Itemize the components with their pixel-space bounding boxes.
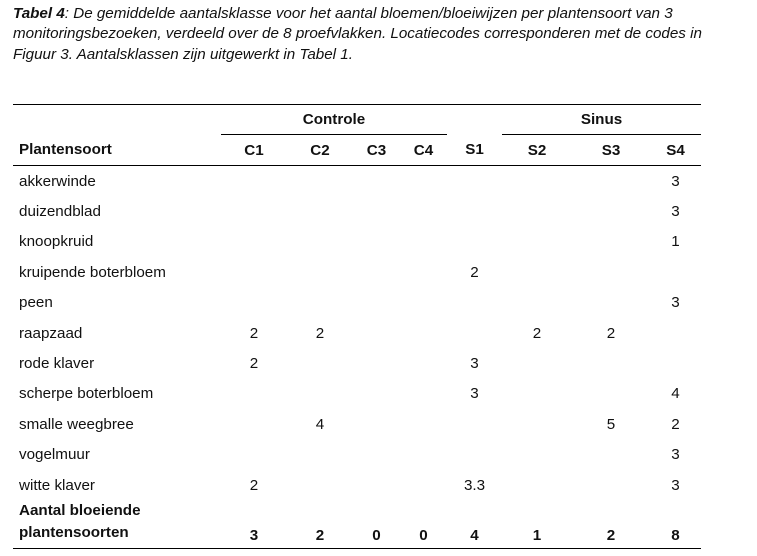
cell-c1 — [221, 440, 287, 470]
cell-s4: 4 — [671, 385, 680, 403]
species-name: raapzaad — [19, 324, 83, 342]
cell-c4 — [400, 227, 447, 257]
table-row — [13, 470, 701, 500]
table-row — [13, 318, 701, 348]
cell-s2: 2 — [532, 324, 542, 342]
table-row — [13, 166, 701, 197]
cell-s3 — [572, 379, 650, 409]
header-s1: S1 — [447, 135, 502, 166]
cell-c1 — [221, 166, 287, 197]
cell-c2 — [287, 166, 353, 197]
cell-s1: 3.3 — [463, 476, 486, 494]
cell-c2: 4 — [315, 415, 325, 433]
caption-text: : De gemiddelde aantalsklasse voor het aantal bloemen/bloeiwijzen per plantensoort van 3 monitoringsbezoeken, verdeeld over de 8 proefvlakken. Locatiecodes corresponderen met de codes in Figuur 3. Aantalsklassen zijn uitgewerkt in Tabel 1. — [13, 5, 702, 63]
cell-c3 — [353, 409, 400, 439]
cell-s4: 3 — [671, 203, 680, 221]
table-row — [13, 196, 701, 226]
cell-s4: 1 — [671, 233, 680, 251]
cell-c1 — [221, 227, 287, 257]
cell-s3 — [572, 348, 650, 378]
cell-c1: 2 — [249, 324, 259, 342]
cell-c3 — [353, 440, 400, 470]
header-plantensoort: Plantensoort — [13, 135, 221, 166]
cell-c4 — [400, 440, 447, 470]
cell-c1 — [221, 379, 287, 409]
cell-s3 — [572, 196, 650, 226]
cell-c3 — [353, 227, 400, 257]
cell-s2 — [502, 196, 572, 226]
header-c2: C2 — [287, 135, 353, 166]
cell-c2 — [287, 348, 353, 378]
cell-c1 — [221, 288, 287, 318]
cell-c1: 2 — [249, 476, 259, 494]
header-s4: S4 — [650, 135, 701, 166]
cell-s4: 3 — [671, 172, 680, 190]
cell-s3 — [572, 227, 650, 257]
cell-s1 — [447, 409, 502, 439]
cell-s1 — [447, 227, 502, 257]
header-s2: S2 — [502, 135, 572, 166]
cell-c2 — [287, 379, 353, 409]
total-s1: 4 — [447, 500, 502, 549]
cell-c4 — [400, 348, 447, 378]
cell-s4 — [650, 257, 701, 287]
species-name: duizendblad — [19, 203, 101, 221]
cell-c3 — [353, 257, 400, 287]
cell-s4 — [650, 348, 701, 378]
cell-c4 — [400, 318, 447, 348]
group-sinus: Sinus — [502, 105, 701, 135]
cell-c4 — [400, 196, 447, 226]
table-row — [13, 379, 701, 409]
cell-s2 — [502, 166, 572, 197]
cell-c1 — [221, 409, 287, 439]
cell-s1: 3 — [470, 385, 479, 403]
table-row — [13, 440, 701, 470]
cell-s4: 3 — [671, 294, 680, 312]
total-c2: 2 — [287, 500, 353, 549]
cell-c2 — [287, 196, 353, 226]
cell-s3 — [572, 288, 650, 318]
cell-s2 — [502, 348, 572, 378]
table-caption — [13, 4, 733, 65]
cell-c4 — [400, 166, 447, 197]
table-row — [13, 257, 701, 287]
total-c3: 0 — [353, 500, 400, 549]
cell-c4 — [400, 409, 447, 439]
caption-label: Tabel 4 — [13, 5, 65, 22]
cell-s1 — [447, 288, 502, 318]
cell-c1 — [221, 196, 287, 226]
cell-c3 — [353, 196, 400, 226]
cell-s1 — [447, 440, 502, 470]
cell-s4: 2 — [671, 415, 680, 433]
cell-s2 — [502, 288, 572, 318]
cell-s2 — [502, 440, 572, 470]
species-name: witte klaver — [19, 476, 95, 494]
total-label: Aantal bloeiende plantensoorten — [13, 500, 221, 549]
cell-s1 — [447, 196, 502, 226]
total-s4: 8 — [650, 500, 701, 549]
cell-s1 — [447, 318, 502, 348]
group-header-row — [13, 105, 701, 135]
cell-c4 — [400, 379, 447, 409]
header-c4: C4 — [400, 135, 447, 166]
cell-s4 — [650, 318, 701, 348]
group-controle: Controle — [221, 105, 447, 135]
species-name: scherpe boterbloem — [19, 385, 154, 403]
cell-s1 — [447, 166, 502, 197]
species-name: smalle weegbree — [19, 415, 134, 433]
table-row — [13, 288, 701, 318]
total-s3: 2 — [572, 500, 650, 549]
cell-s2 — [502, 379, 572, 409]
cell-s3 — [572, 166, 650, 197]
cell-c2: 2 — [315, 324, 325, 342]
cell-s4: 3 — [671, 476, 680, 494]
data-table — [13, 104, 701, 549]
cell-c3 — [353, 288, 400, 318]
table-row — [13, 409, 701, 439]
cell-c2 — [287, 257, 353, 287]
total-c1: 3 — [221, 500, 287, 549]
species-name: kruipende boterbloem — [19, 263, 166, 281]
cell-s3 — [572, 257, 650, 287]
header-c3: C3 — [353, 135, 400, 166]
total-c4: 0 — [400, 500, 447, 549]
cell-c4 — [400, 470, 447, 500]
species-name: vogelmuur — [19, 446, 90, 464]
cell-c2 — [287, 288, 353, 318]
total-s2: 1 — [502, 500, 572, 549]
header-s3: S3 — [572, 135, 650, 166]
cell-c4 — [400, 257, 447, 287]
table-row — [13, 227, 701, 257]
species-name: peen — [19, 294, 53, 312]
cell-s3 — [572, 440, 650, 470]
cell-s4: 3 — [671, 446, 680, 464]
cell-c3 — [353, 166, 400, 197]
cell-c3 — [353, 379, 400, 409]
cell-s3: 2 — [606, 324, 616, 342]
cell-c1 — [221, 257, 287, 287]
species-name: rode klaver — [19, 355, 95, 373]
cell-c3 — [353, 318, 400, 348]
table-row — [13, 348, 701, 378]
cell-s3 — [572, 470, 650, 500]
cell-c3 — [353, 348, 400, 378]
cell-c1: 2 — [249, 355, 259, 373]
cell-s2 — [502, 257, 572, 287]
species-name: knoopkruid — [19, 233, 94, 251]
cell-s2 — [502, 409, 572, 439]
total-row — [13, 500, 701, 549]
cell-c2 — [287, 440, 353, 470]
cell-s1: 3 — [470, 355, 479, 373]
cell-s2 — [502, 470, 572, 500]
cell-c2 — [287, 227, 353, 257]
cell-c2 — [287, 470, 353, 500]
column-header-row — [13, 135, 701, 166]
header-c1: C1 — [221, 135, 287, 166]
species-name: akkerwinde — [19, 172, 96, 190]
cell-c4 — [400, 288, 447, 318]
cell-s1: 2 — [470, 263, 479, 281]
cell-s3: 5 — [606, 415, 616, 433]
cell-c3 — [353, 470, 400, 500]
cell-s2 — [502, 227, 572, 257]
